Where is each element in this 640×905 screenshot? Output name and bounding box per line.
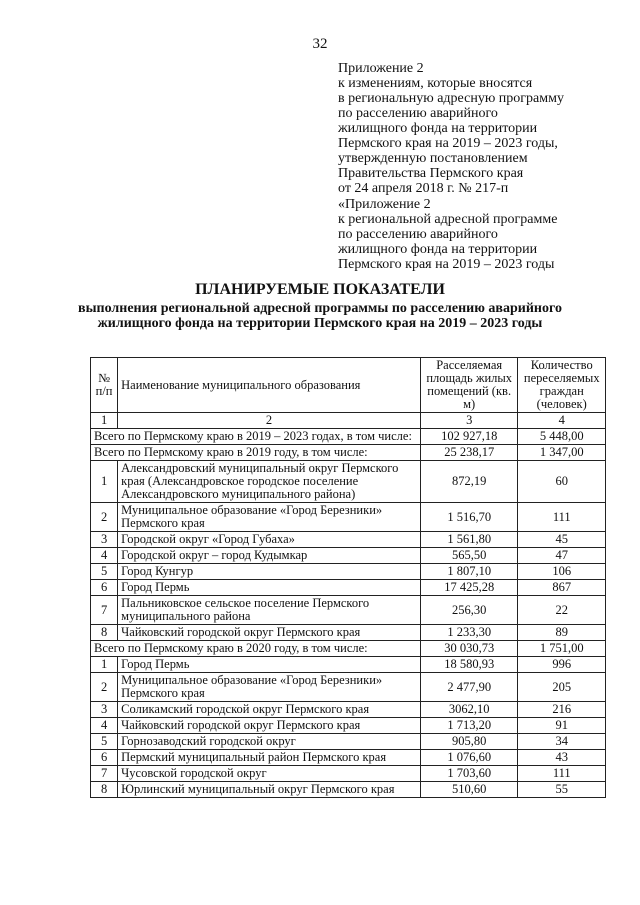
annex-line: от 24 апреля 2018 г. № 217-п: [338, 181, 509, 196]
row-number: 8: [91, 782, 118, 798]
row-name: Соликамский городской округ Пермского края: [118, 702, 421, 718]
page-number: 32: [312, 36, 328, 52]
row-people: 1 347,00: [518, 445, 606, 461]
row-people: 216: [518, 702, 606, 718]
header-area: Расселяемая площадь жилых помещений (кв. м): [420, 358, 518, 413]
annex-line: жилищного фонда на территории: [338, 121, 538, 136]
row-name: Чайковский городской округ Пермского края: [118, 718, 421, 734]
row-name: Город Пермь: [118, 657, 421, 673]
annex-header: [338, 61, 564, 196]
row-name: Горнозаводский городской округ: [118, 734, 421, 750]
row-area: 872,19: [420, 461, 518, 503]
row-number: 5: [91, 734, 118, 750]
row-area: 18 580,93: [420, 657, 518, 673]
column-index: 1: [91, 413, 118, 429]
row-name: Муниципальное образование «Город Березники» Пермского края: [118, 503, 421, 532]
annex-line: по расселению аварийного: [338, 106, 498, 121]
row-area: 1 233,30: [420, 625, 518, 641]
annex-line: по расселению аварийного: [338, 227, 498, 242]
row-number: 3: [91, 702, 118, 718]
header-people: Количество переселяемых граждан (человек): [518, 358, 606, 413]
table-row: [91, 532, 606, 548]
row-people: 111: [518, 503, 606, 532]
row-people: 34: [518, 734, 606, 750]
row-name: Александровский муниципальный округ Пермского края (Александровское городское поселение Александровского муниципального района): [118, 461, 421, 503]
row-name: Пермский муниципальный район Пермского края: [118, 750, 421, 766]
table-row: [91, 625, 606, 641]
row-area: 1 076,60: [420, 750, 518, 766]
row-people: 867: [518, 580, 606, 596]
annex-line: к региональной адресной программе: [338, 212, 558, 227]
header-num: № п/п: [91, 358, 118, 413]
row-number: 4: [91, 548, 118, 564]
total-row: [91, 641, 606, 657]
row-number: 6: [91, 580, 118, 596]
row-area: 1 516,70: [420, 503, 518, 532]
row-name: Юрлинский муниципальный округ Пермского края: [118, 782, 421, 798]
row-people: 111: [518, 766, 606, 782]
annex-line: утвержденную постановлением: [338, 151, 528, 166]
table-row: [91, 461, 606, 503]
table-row: [91, 564, 606, 580]
row-area: 565,50: [420, 548, 518, 564]
row-people: 996: [518, 657, 606, 673]
row-number: 1: [91, 461, 118, 503]
row-name: Город Кунгур: [118, 564, 421, 580]
table-header-row: [91, 358, 606, 413]
row-name: Городской округ – город Кудымкар: [118, 548, 421, 564]
table-row: [91, 782, 606, 798]
row-number: 1: [91, 657, 118, 673]
row-name: Всего по Пермскому краю в 2019 – 2023 годах, в том числе:: [91, 429, 421, 445]
row-area: 1 561,80: [420, 532, 518, 548]
table-body: [91, 429, 606, 798]
row-area: 1 703,60: [420, 766, 518, 782]
table-row: [91, 548, 606, 564]
column-index: 4: [518, 413, 606, 429]
row-area: 17 425,28: [420, 580, 518, 596]
indicators-table: [90, 357, 606, 798]
row-area: 1 807,10: [420, 564, 518, 580]
row-number: 6: [91, 750, 118, 766]
table-row: [91, 580, 606, 596]
row-area: 30 030,73: [420, 641, 518, 657]
column-index: 3: [420, 413, 518, 429]
row-name: Городской округ «Город Губаха»: [118, 532, 421, 548]
row-number: 2: [91, 503, 118, 532]
row-area: 102 927,18: [420, 429, 518, 445]
annex-line: «Приложение 2: [338, 197, 431, 212]
row-number: 7: [91, 596, 118, 625]
row-people: 45: [518, 532, 606, 548]
header-name: Наименование муниципального образования: [118, 358, 421, 413]
row-people: 5 448,00: [518, 429, 606, 445]
annex-line: Пермского края на 2019 – 2023 годы,: [338, 136, 558, 151]
row-people: 106: [518, 564, 606, 580]
row-name: Всего по Пермскому краю в 2020 году, в том числе:: [91, 641, 421, 657]
table-row: [91, 673, 606, 702]
table-row: [91, 702, 606, 718]
row-people: 60: [518, 461, 606, 503]
row-number: 7: [91, 766, 118, 782]
row-name: Всего по Пермскому краю в 2019 году, в том числе:: [91, 445, 421, 461]
annex-line: к изменениям, которые вносятся: [338, 76, 533, 91]
row-people: 47: [518, 548, 606, 564]
table-row: [91, 718, 606, 734]
document-subtitle: выполнения региональной адресной программы по расселению аварийного жилищного фонда на территории Пермского края на 2019 – 2023 годы: [78, 301, 562, 331]
row-people: 89: [518, 625, 606, 641]
row-name: Муниципальное образование «Город Березники» Пермского края: [118, 673, 421, 702]
row-area: 25 238,17: [420, 445, 518, 461]
row-people: 205: [518, 673, 606, 702]
row-name: Город Пермь: [118, 580, 421, 596]
row-number: 4: [91, 718, 118, 734]
row-number: 8: [91, 625, 118, 641]
row-name: Чайковский городской округ Пермского края: [118, 625, 421, 641]
table-row: [91, 657, 606, 673]
table-row: [91, 596, 606, 625]
annex-line: в региональную адресную программу: [338, 91, 564, 106]
row-area: 256,30: [420, 596, 518, 625]
table-row: [91, 734, 606, 750]
row-name: Пальниковское сельское поселение Пермского муниципального района: [118, 596, 421, 625]
row-number: 5: [91, 564, 118, 580]
inner-annex-header: [338, 197, 557, 272]
table-row: [91, 750, 606, 766]
row-people: 43: [518, 750, 606, 766]
column-index-row: [91, 413, 606, 429]
row-number: 2: [91, 673, 118, 702]
row-area: 2 477,90: [420, 673, 518, 702]
row-number: 3: [91, 532, 118, 548]
row-people: 91: [518, 718, 606, 734]
row-people: 55: [518, 782, 606, 798]
table-row: [91, 766, 606, 782]
row-area: 510,60: [420, 782, 518, 798]
annex-line: Пермского края на 2019 – 2023 годы: [338, 257, 555, 272]
row-area: 3062,10: [420, 702, 518, 718]
row-people: 22: [518, 596, 606, 625]
total-row: [91, 429, 606, 445]
column-index: 2: [118, 413, 421, 429]
row-area: 1 713,20: [420, 718, 518, 734]
row-name: Чусовской городской округ: [118, 766, 421, 782]
annex-line: жилищного фонда на территории: [338, 242, 538, 257]
row-people: 1 751,00: [518, 641, 606, 657]
table-row: [91, 503, 606, 532]
total-row: [91, 445, 606, 461]
annex-line: Правительства Пермского края: [338, 166, 524, 181]
row-area: 905,80: [420, 734, 518, 750]
annex-line: Приложение 2: [338, 61, 424, 76]
document-title: ПЛАНИРУЕМЫЕ ПОКАЗАТЕЛИ: [195, 281, 445, 298]
